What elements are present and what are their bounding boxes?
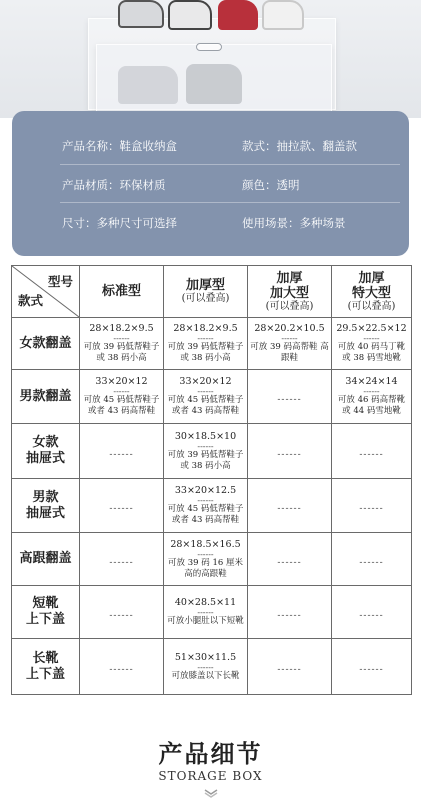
empty-dashes: ------ <box>359 557 384 568</box>
table-header-row <box>12 266 412 318</box>
row-label: 高跟翻盖 <box>12 533 80 586</box>
table-row <box>12 424 412 479</box>
style-text: 款式：抽拉款、翻盖款 <box>242 139 357 153</box>
size-text: 尺寸：多种尺寸可选择 <box>62 216 177 230</box>
table-cell <box>332 318 412 370</box>
table-cell <box>248 318 332 370</box>
row-label: 短靴 上下盖 <box>12 586 80 639</box>
table-cell <box>248 424 332 479</box>
table-cell <box>80 370 164 424</box>
empty-dashes: ------ <box>277 610 302 621</box>
column-title: 加厚型 <box>185 278 225 293</box>
table-cell <box>80 424 164 479</box>
table-row <box>12 370 412 424</box>
color-text: 颜色：透明 <box>242 178 300 192</box>
table-cell <box>80 586 164 639</box>
table-cell <box>248 586 332 639</box>
separator-dashes: ------ <box>281 334 298 343</box>
capacity-note: 可放 40 码马丁靴 或 38 码雪地靴 <box>337 342 406 363</box>
shoe-image <box>186 64 242 104</box>
capacity-note: 可放 39 码高帮鞋 高跟鞋 <box>250 342 329 363</box>
empty-dashes: ------ <box>109 504 134 514</box>
dimension-text: 33×20×12.5 <box>174 485 237 496</box>
dimension-text: 34×24×14 <box>345 376 398 387</box>
chevron-down-icon <box>203 788 219 798</box>
shoe-image <box>262 0 304 30</box>
separator-dashes: ------ <box>197 441 214 451</box>
separator-dashes: ------ <box>197 334 214 343</box>
row-label: 女款 抽屉式 <box>12 424 80 479</box>
column-subtitle: (可以叠高) <box>265 300 314 312</box>
spec-table <box>11 265 412 695</box>
empty-dashes: ------ <box>109 610 134 621</box>
info-row <box>12 205 409 239</box>
info-divider <box>60 164 400 165</box>
empty-dashes: ------ <box>359 610 384 621</box>
column-header <box>164 266 248 318</box>
shoe-image <box>168 0 212 30</box>
table-cell <box>332 639 412 695</box>
section-title: 产品细节 <box>158 739 263 768</box>
info-row <box>12 128 409 162</box>
column-title: 加厚 特大型 <box>351 270 391 301</box>
dimension-text: 28×18.2×9.5 <box>173 323 238 334</box>
empty-dashes: ------ <box>359 449 384 460</box>
separator-dashes: ------ <box>197 662 214 672</box>
dimension-text: 33×20×12 <box>95 376 148 387</box>
row-label: 长靴 上下盖 <box>12 639 80 695</box>
product-photo <box>0 0 421 118</box>
row-label: 女款翻盖 <box>12 318 80 370</box>
empty-dashes: ------ <box>109 449 134 460</box>
empty-dashes: ------ <box>109 557 134 568</box>
separator-dashes: ------ <box>197 387 214 396</box>
row-label: 男款翻盖 <box>12 370 80 424</box>
table-row <box>12 318 412 370</box>
empty-dashes: ------ <box>277 449 302 460</box>
capacity-note: 可放小腿肚以下短靴 <box>167 616 244 626</box>
dimension-text: 30×18.5×10 <box>174 430 237 442</box>
shoe-image <box>118 66 178 104</box>
table-cell <box>248 479 332 533</box>
empty-dashes: ------ <box>277 395 302 405</box>
table-cell <box>332 533 412 586</box>
info-divider <box>60 202 400 203</box>
capacity-note: 可放 39 码 16 厘米高的高跟鞋 <box>168 557 243 579</box>
empty-dashes: ------ <box>277 557 302 568</box>
table-cell <box>332 479 412 533</box>
capacity-note: 可放 39 码低帮鞋子或 38 码小高 <box>167 449 244 471</box>
table-row <box>12 639 412 695</box>
column-header <box>248 266 332 318</box>
table-cell <box>248 639 332 695</box>
separator-dashes: ------ <box>113 334 130 343</box>
material-text: 产品材质：环保材质 <box>62 178 166 192</box>
capacity-note: 可放 46 码高帮靴 或 44 码雪地靴 <box>337 395 406 416</box>
table-cell <box>248 533 332 586</box>
empty-dashes: ------ <box>359 665 384 675</box>
table-cell <box>332 370 412 424</box>
table-cell <box>164 586 248 639</box>
table-cell <box>248 370 332 424</box>
capacity-note: 可放膝盖以下长靴 <box>171 670 240 681</box>
table-cell <box>80 639 164 695</box>
box-handle <box>196 43 222 51</box>
column-title: 标准型 <box>101 284 141 299</box>
table-cell <box>332 424 412 479</box>
capacity-note: 可放 45 码低帮鞋子或者 43 码高帮鞋 <box>167 504 244 525</box>
table-row <box>12 479 412 533</box>
table-row <box>12 533 412 586</box>
separator-dashes: ------ <box>197 496 214 505</box>
separator-dashes: ------ <box>363 387 380 396</box>
usage-text: 使用场景：多种场景 <box>242 216 346 230</box>
dimension-text: 28×18.2×9.5 <box>89 323 154 334</box>
table-cell <box>80 533 164 586</box>
dimension-text: 40×28.5×11 <box>174 597 237 608</box>
corner-top-label: 型号 <box>47 274 73 289</box>
info-row <box>12 167 409 201</box>
table-cell <box>164 533 248 586</box>
empty-dashes: ------ <box>277 665 302 675</box>
table-row <box>12 586 412 639</box>
empty-dashes: ------ <box>277 504 302 514</box>
capacity-note: 可放 45 码低帮鞋子或者 43 码高帮鞋 <box>83 395 160 416</box>
table-cell <box>164 639 248 695</box>
table-corner-cell <box>12 266 80 318</box>
separator-dashes: ------ <box>197 549 214 559</box>
table-cell <box>164 479 248 533</box>
column-title: 加厚 加大型 <box>269 270 309 301</box>
separator-dashes: ------ <box>197 608 214 617</box>
table-cell <box>164 424 248 479</box>
capacity-note: 可放 45 码低帮鞋子或者 43 码高帮鞋 <box>167 395 244 416</box>
shoe-image <box>218 0 258 30</box>
table-cell <box>164 318 248 370</box>
capacity-note: 可放 39 码低帮鞋子或 38 码小高 <box>167 342 244 363</box>
row-label: 男款 抽屉式 <box>12 479 80 533</box>
product-info-panel <box>12 111 409 256</box>
dimension-text: 51×30×11.5 <box>174 651 237 663</box>
table-cell <box>332 586 412 639</box>
product-name-text: 产品名称：鞋盒收纳盒 <box>62 139 177 153</box>
empty-dashes: ------ <box>359 504 384 514</box>
column-subtitle: (可以叠高) <box>347 300 396 312</box>
separator-dashes: ------ <box>363 334 380 343</box>
section-subtitle: STORAGE BOX <box>158 769 263 783</box>
column-header <box>332 266 412 318</box>
capacity-note: 可放 39 码低帮鞋子或 38 码小高 <box>83 342 160 363</box>
dimension-text: 33×20×12 <box>179 376 232 387</box>
column-subtitle: (可以叠高) <box>181 293 230 304</box>
dimension-text: 29.5×22.5×12 <box>336 323 407 334</box>
column-header <box>80 266 164 318</box>
table-cell <box>80 479 164 533</box>
shoe-image <box>118 0 164 28</box>
empty-dashes: ------ <box>109 665 134 675</box>
dimension-text: 28×18.5×16.5 <box>170 538 241 550</box>
table-cell <box>164 370 248 424</box>
dimension-text: 28×20.2×10.5 <box>254 323 325 334</box>
separator-dashes: ------ <box>113 387 130 396</box>
table-cell <box>80 318 164 370</box>
corner-bottom-label: 款式 <box>18 293 44 308</box>
